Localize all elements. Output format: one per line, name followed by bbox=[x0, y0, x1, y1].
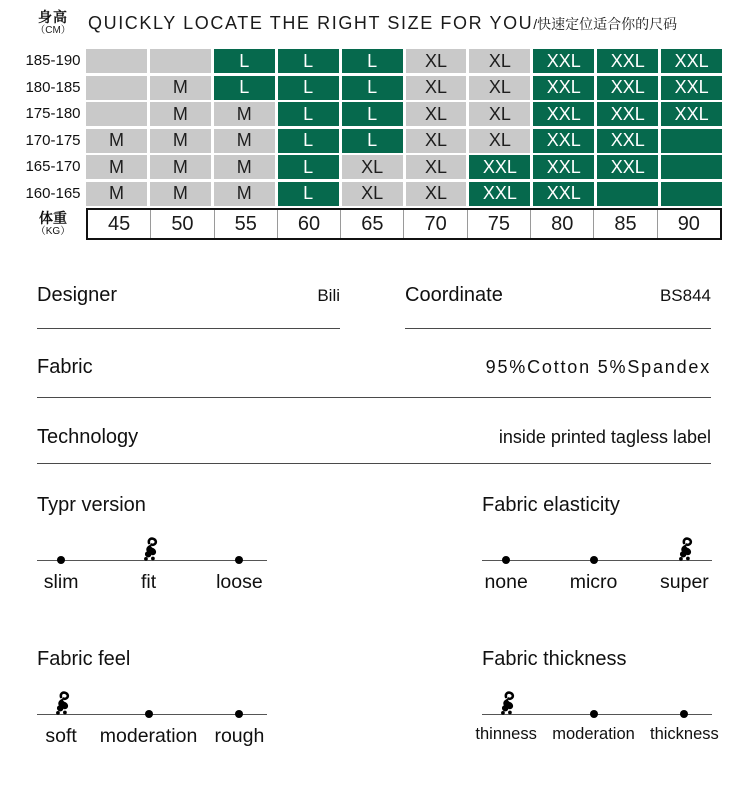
attribute-option-label: soft bbox=[45, 725, 77, 747]
weight-row bbox=[20, 208, 722, 240]
weight-cell: 65 bbox=[340, 210, 403, 238]
size-cell: XL bbox=[406, 49, 467, 73]
slider-dot bbox=[235, 556, 243, 564]
size-cell bbox=[661, 182, 722, 206]
size-cell bbox=[661, 155, 722, 179]
size-table-row bbox=[20, 76, 722, 100]
size-cell: XL bbox=[469, 129, 530, 153]
height-range-label: 160-165 bbox=[25, 184, 81, 202]
size-cell: M bbox=[150, 102, 211, 126]
attribute-option-label: thinness bbox=[475, 725, 537, 743]
detail-fabric bbox=[37, 356, 711, 398]
size-cell: M bbox=[86, 182, 147, 206]
designer-value: Bili bbox=[317, 286, 340, 305]
size-cell: XXL bbox=[533, 155, 594, 179]
weight-cell: 90 bbox=[657, 210, 720, 238]
weight-cell: 60 bbox=[277, 210, 340, 238]
attribute-title: Typr version bbox=[37, 494, 146, 516]
size-cell: M bbox=[150, 129, 211, 153]
size-table-row bbox=[20, 49, 722, 73]
climbing-figure-icon bbox=[53, 691, 70, 715]
size-cell bbox=[86, 49, 147, 73]
fabric-value: 95%Cotton 5%Spandex bbox=[485, 357, 711, 377]
size-cell: M bbox=[86, 155, 147, 179]
size-cell bbox=[597, 182, 658, 206]
attribute-slider bbox=[482, 681, 712, 721]
weight-cell: 80 bbox=[530, 210, 593, 238]
size-cell: XL bbox=[469, 76, 530, 100]
size-cell: XXL bbox=[533, 49, 594, 73]
attribute-title: Fabric elasticity bbox=[482, 494, 620, 516]
size-chart-header bbox=[20, 10, 677, 36]
size-table-row bbox=[20, 155, 722, 179]
height-range-label: 175-180 bbox=[25, 105, 81, 123]
climbing-figure-icon bbox=[498, 691, 515, 715]
size-cell: L bbox=[214, 76, 275, 100]
size-cell: M bbox=[214, 129, 275, 153]
size-cell: XXL bbox=[533, 129, 594, 153]
height-range-label: 180-185 bbox=[25, 78, 81, 96]
slider-dot bbox=[145, 710, 153, 718]
size-cell-strip bbox=[86, 76, 722, 100]
attribute-option-label: loose bbox=[216, 571, 263, 593]
chart-title-zh: /快速定位适合你的尺码 bbox=[533, 16, 678, 33]
attribute-option-label: rough bbox=[214, 725, 265, 747]
attribute-option-label: moderation bbox=[99, 725, 198, 747]
size-cell bbox=[86, 102, 147, 126]
attribute-sliders bbox=[37, 488, 719, 751]
size-cell: L bbox=[342, 49, 403, 73]
size-cell: XL bbox=[342, 155, 403, 179]
size-cell: XL bbox=[406, 129, 467, 153]
size-cell bbox=[86, 76, 147, 100]
designer-label: Designer bbox=[37, 284, 118, 306]
size-cell: L bbox=[278, 155, 339, 179]
size-cell: XL bbox=[469, 102, 530, 126]
attribute-title: Fabric thickness bbox=[482, 648, 627, 670]
attribute-group bbox=[475, 642, 719, 751]
size-cell bbox=[150, 49, 211, 73]
size-cell: XL bbox=[469, 49, 530, 73]
size-cell: M bbox=[86, 129, 147, 153]
attribute-group bbox=[37, 642, 267, 751]
size-cell: XXL bbox=[597, 102, 658, 126]
size-cell: L bbox=[342, 129, 403, 153]
attribute-slider bbox=[37, 681, 267, 721]
weight-cell: 55 bbox=[214, 210, 277, 238]
weight-axis-label bbox=[20, 208, 86, 240]
size-cell: XL bbox=[342, 182, 403, 206]
weight-values-strip bbox=[86, 208, 722, 240]
attribute-option-labels bbox=[475, 725, 719, 751]
technology-value: inside printed tagless label bbox=[498, 427, 711, 447]
attribute-group bbox=[482, 488, 712, 597]
size-table-row bbox=[20, 182, 722, 206]
size-cell: M bbox=[150, 76, 211, 100]
size-cell: L bbox=[278, 102, 339, 126]
detail-row-designer-coordinate bbox=[37, 284, 711, 329]
size-cell: XXL bbox=[597, 155, 658, 179]
size-cell: XXL bbox=[533, 182, 594, 206]
attribute-option-labels bbox=[37, 571, 267, 597]
size-cell: M bbox=[150, 155, 211, 179]
size-cell: L bbox=[342, 76, 403, 100]
size-table bbox=[20, 49, 722, 240]
size-cell-strip bbox=[86, 182, 722, 206]
size-table-row bbox=[20, 102, 722, 126]
size-cell: XXL bbox=[661, 76, 722, 100]
size-cell: M bbox=[214, 155, 275, 179]
weight-axis-unit: （KG） bbox=[35, 225, 71, 237]
size-cell: XXL bbox=[469, 182, 530, 206]
size-cell: XXL bbox=[661, 49, 722, 73]
size-cell: XL bbox=[406, 155, 467, 179]
size-cell: XL bbox=[406, 76, 467, 100]
size-cell-strip bbox=[86, 49, 722, 73]
height-axis-title: 身高 bbox=[38, 9, 68, 25]
detail-designer bbox=[37, 284, 340, 329]
size-table-rows bbox=[20, 49, 722, 206]
size-cell: L bbox=[342, 102, 403, 126]
weight-cell: 45 bbox=[108, 212, 131, 235]
size-cell-strip bbox=[86, 129, 722, 153]
weight-cell: 75 bbox=[467, 210, 530, 238]
size-cell: M bbox=[150, 182, 211, 206]
size-cell: XXL bbox=[533, 76, 594, 100]
size-cell: L bbox=[278, 129, 339, 153]
attribute-option-label: none bbox=[484, 571, 528, 593]
chart-title-en: QUICKLY LOCATE THE RIGHT SIZE FOR YOU bbox=[88, 13, 534, 34]
chart-title bbox=[88, 13, 677, 36]
weight-cell: 70 bbox=[403, 210, 466, 238]
size-cell: L bbox=[278, 76, 339, 100]
size-cell: XL bbox=[406, 182, 467, 206]
size-cell: XXL bbox=[469, 155, 530, 179]
size-cell-strip bbox=[86, 102, 722, 126]
climbing-figure-icon bbox=[140, 537, 157, 561]
slider-dot bbox=[680, 710, 688, 718]
slider-dot bbox=[57, 556, 65, 564]
attribute-group bbox=[37, 488, 267, 597]
attribute-title: Fabric feel bbox=[37, 648, 131, 670]
size-cell: XXL bbox=[597, 129, 658, 153]
attribute-option-label: fit bbox=[140, 571, 157, 593]
climbing-figure-icon bbox=[676, 537, 693, 561]
height-range-label: 170-175 bbox=[25, 131, 81, 149]
attribute-option-label: micro bbox=[569, 571, 618, 593]
size-cell: L bbox=[278, 49, 339, 73]
slider-dot bbox=[235, 710, 243, 718]
attribute-option-label: slim bbox=[43, 571, 79, 593]
slider-dot bbox=[502, 556, 510, 564]
coordinate-label: Coordinate bbox=[405, 284, 503, 306]
height-range-label: 165-170 bbox=[25, 158, 81, 176]
product-details bbox=[37, 284, 711, 464]
slider-dot bbox=[590, 556, 598, 564]
detail-technology bbox=[37, 426, 711, 464]
attribute-option-labels bbox=[482, 571, 712, 597]
size-cell: XXL bbox=[597, 76, 658, 100]
size-cell: XXL bbox=[597, 49, 658, 73]
technology-label: Technology bbox=[37, 426, 139, 448]
attribute-slider bbox=[37, 527, 267, 567]
size-table-row bbox=[20, 129, 722, 153]
size-cell: L bbox=[278, 182, 339, 206]
weight-cell: 50 bbox=[150, 210, 213, 238]
size-cell-strip bbox=[86, 155, 722, 179]
slider-dot bbox=[590, 710, 598, 718]
size-cell bbox=[661, 129, 722, 153]
height-range-label: 185-190 bbox=[25, 52, 81, 70]
height-axis-unit: （CM） bbox=[35, 25, 71, 37]
size-cell: XXL bbox=[661, 102, 722, 126]
attribute-option-label: super bbox=[660, 571, 709, 593]
attribute-option-label: thickness bbox=[650, 725, 719, 743]
size-cell: L bbox=[214, 49, 275, 73]
size-cell: M bbox=[214, 102, 275, 126]
detail-coordinate bbox=[405, 284, 711, 329]
attribute-option-labels bbox=[37, 725, 267, 751]
fabric-label: Fabric bbox=[37, 356, 93, 378]
attribute-slider bbox=[482, 527, 712, 567]
size-cell: XL bbox=[406, 102, 467, 126]
height-axis-label bbox=[20, 10, 86, 36]
weight-cell: 85 bbox=[593, 210, 656, 238]
weight-axis-title: 体重 bbox=[39, 209, 67, 226]
size-cell: M bbox=[214, 182, 275, 206]
attribute-option-label: moderation bbox=[552, 725, 635, 743]
coordinate-value: BS844 bbox=[659, 286, 711, 305]
size-cell: XXL bbox=[533, 102, 594, 126]
